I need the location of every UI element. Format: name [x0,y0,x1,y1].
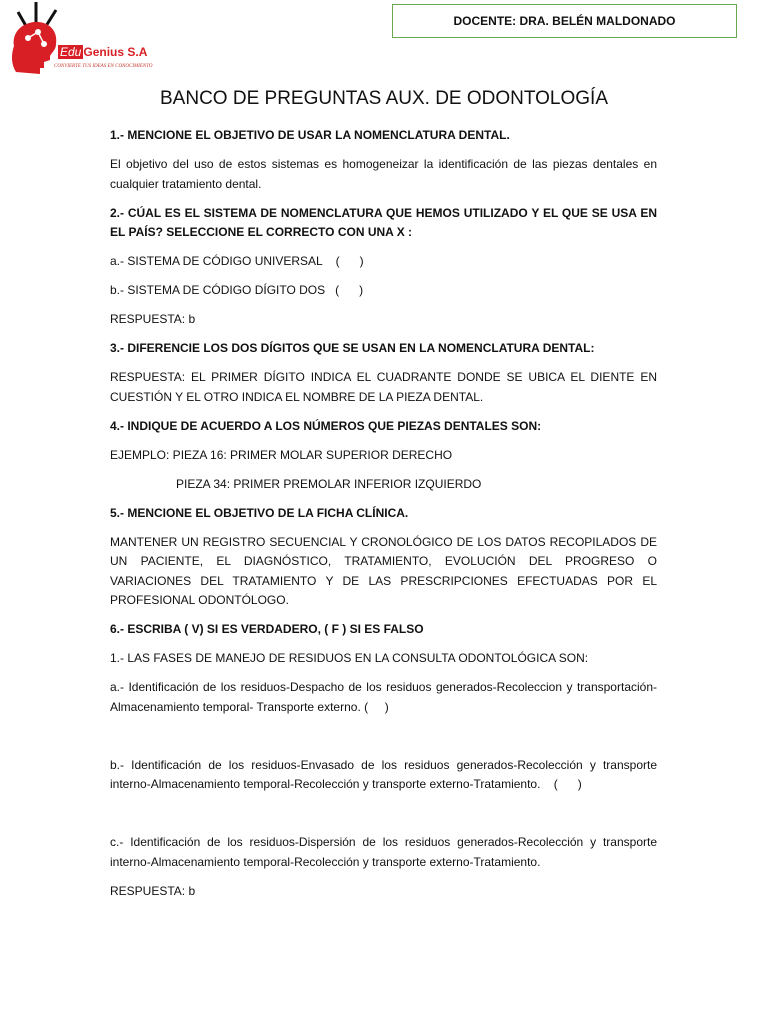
question-6-sub: 1.- LAS FASES DE MANEJO DE RESIDUOS EN LA CONSULTA ODONTOLÓGICA SON: [110,651,589,665]
answer-6: RESPUESTA: b [110,883,196,898]
answer-2: RESPUESTA: b [110,312,196,326]
company-logo [6,2,166,78]
option-2b: b.- SISTEMA DE CÓDIGO DÍGITO DOS ( ) [110,283,364,297]
spacer [110,727,657,756]
question-bank [110,126,661,911]
spacer [110,804,657,833]
example-4b: PIEZA 34: PRIMER PREMOLAR INFERIOR IZQUIERDO [176,476,482,491]
teacher-name: DOCENTE: DRA. BELÉN MALDONADO [453,14,676,28]
question-1: 1.- MENCIONE EL OBJETIVO DE USAR LA NOMENCLATURA DENTAL. [110,128,510,142]
option-6c: c.- Identificación de los residuos-Dispersión de los residuos generados-Recolección y transporte interno-Almacenamiento temporal-Recolección y transporte externo-Tratamiento. [110,835,657,869]
question-5: 5.- MENCIONE EL OBJETIVO DE LA FICHA CLÍNICA. [110,505,409,520]
answer-5: MANTENER UN REGISTRO SECUENCIAL Y CRONOLÓGICO DE LOS DATOS RECOPILADOS DE UN PACIENTE, EL DIAGNÓSTICO, TRATAMIENTO, EVOLUCIÓN DEL PROGRESO O VARIACIONES DEL TRATAMIENTO Y DE LAS PRESCRIPCIONES EFECTUADAS POR EL PROFESIONAL ODONTÓLOGO. [110,534,657,607]
answer-3: RESPUESTA: EL PRIMER DÍGITO INDICA EL CUADRANTE DONDE SE UBICA EL DIENTE EN CUESTIÓN Y EL OTRO INDICA EL NOMBRE DE LA PIEZA DENTAL. [110,370,657,404]
page-title: BANCO DE PREGUNTAS AUX. DE ODONTOLOGÍA [160,88,608,109]
question-4: 4.- INDIQUE DE ACUERDO A LOS NÚMEROS QUE PIEZAS DENTALES SON: [110,418,542,433]
option-6b: b.- Identificación de los residuos-Envasado de los residuos generados-Recolección y transporte interno-Almacenamiento temporal-Recolección y transporte externo-Tratamiento. ( ) [110,757,661,791]
brand-name: Edu Genius S.A [60,45,148,59]
brand-slogan: CONVIERTE TUS IDEAS EN CONOCIMIENTO [54,64,153,69]
question-2: 2.- CÚAL ES EL SISTEMA DE NOMENCLATURA QUE HEMOS UTILIZADO Y EL QUE SE USA EN EL PAÍS? SELECCIONE EL CORRECTO CON UNA X : [110,205,657,239]
teacher-box [392,4,737,38]
question-3: 3.- DIFERENCIE LOS DOS DÍGITOS QUE SE USAN EN LA NOMENCLATURA DENTAL: [110,341,595,355]
example-4a: EJEMPLO: PIEZA 16: PRIMER MOLAR SUPERIOR DERECHO [110,447,453,462]
option-6a: a.- Identificación de los residuos-Despacho de los residuos generados-Recoleccion y transportación-Almacenamiento temporal- Transporte externo. ( ) [110,680,657,714]
option-2a: a.- SISTEMA DE CÓDIGO UNIVERSAL ( ) [110,254,364,268]
answer-1: El objetivo del uso de estos sistemas es homogeneizar la identificación de las piezas dentales en cualquier tratamiento dental. [110,157,657,191]
question-6: 6.- ESCRIBA ( V) SI ES VERDADERO, ( F ) SI ES FALSO [110,622,424,636]
